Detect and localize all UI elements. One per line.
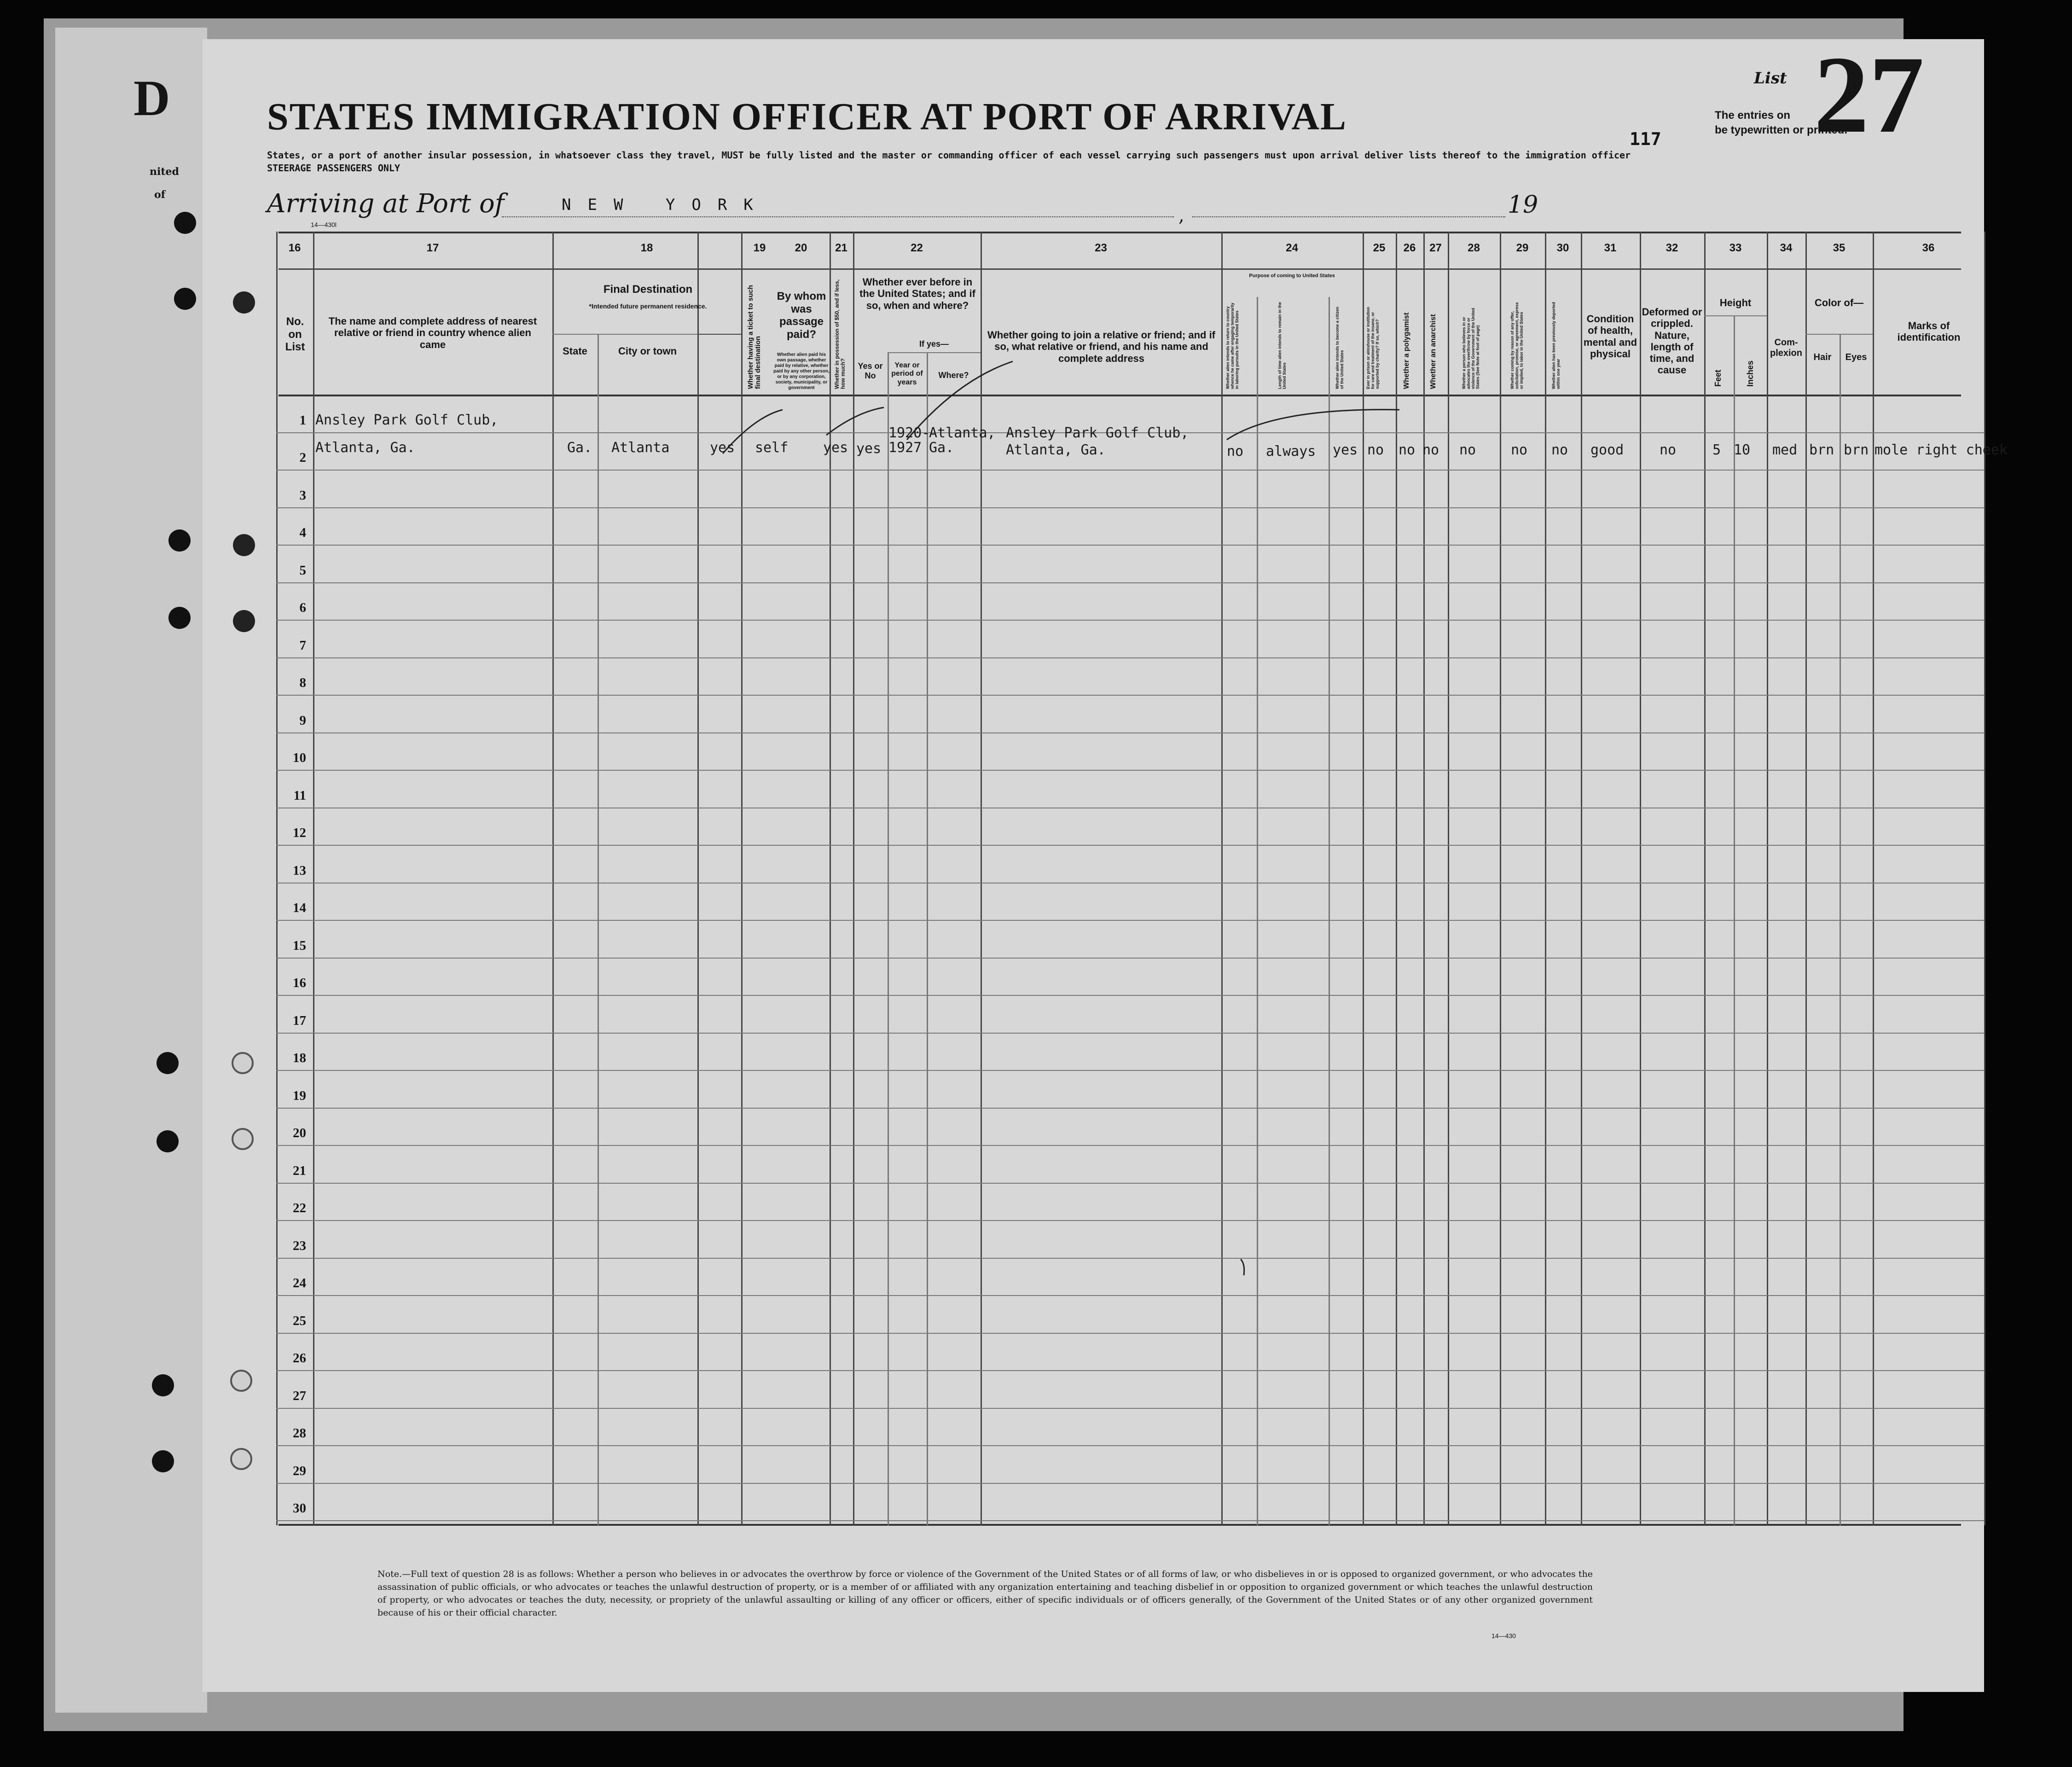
entry-deformed: no	[1660, 442, 1677, 458]
header-q30: Whether alien has been previously deported within one year	[1551, 302, 1561, 389]
column-number: 31	[1604, 242, 1617, 254]
header-ever-before: Whether ever before in the United States; and if so, when and where?	[859, 276, 975, 311]
header-eyes: Eyes	[1845, 352, 1867, 362]
header-inches: Inches	[1746, 360, 1755, 387]
footer-code: 14—430	[1492, 1632, 1516, 1639]
header-by-whom: By whom was passage paid?	[777, 290, 826, 341]
header-q28: Whether a person who believes in or advocates the overthrow by force or violence of the Government of the United States (See Note at foot of page)	[1462, 308, 1480, 389]
note-line: be typewritten or printed.	[1715, 124, 1848, 136]
previous-page-strip	[55, 28, 207, 1713]
column-number: 29	[1516, 242, 1529, 254]
header-year-period: Year or period of years	[891, 361, 923, 386]
binder-hole	[152, 1450, 174, 1472]
left-edge-fragment: of	[154, 189, 166, 201]
form-code: 14—430l	[311, 221, 337, 228]
column-number: 19	[753, 242, 766, 254]
row-number: 12	[293, 825, 306, 840]
column-number: 35	[1833, 242, 1846, 254]
manifest-sheet	[203, 33, 2008, 1692]
row-number: 10	[293, 750, 306, 765]
header-marks: Marks of identification	[1897, 320, 1961, 343]
left-edge-letter: D	[133, 70, 170, 126]
header-by-whom-note: Whether alien paid his own passage, whether paid by relative, whether paid by any other person, or by any corporation, society, municipality, or government	[773, 352, 830, 390]
row-number: 16	[293, 976, 306, 990]
row-number: 21	[293, 1163, 306, 1178]
row-number: 11	[293, 788, 306, 803]
binder-hole	[152, 1374, 174, 1396]
row-number: 29	[293, 1463, 306, 1478]
subtitle-text: States, or a port of another insular possession, in whatsoever class they travel, MUST be fully listed and the master or commanding officer of each vessel carrying such passengers must upon arrival deliver lists thereof to the immigration officer	[267, 150, 1631, 161]
header-height: Height	[1719, 297, 1752, 308]
entry-length-of-stay: always	[1266, 443, 1316, 459]
header-purpose: Purpose of coming to United States	[1249, 273, 1335, 279]
left-edge-fragment: nited	[150, 166, 179, 178]
pen-marks	[203, 33, 1984, 1692]
entry-state: Ga.	[567, 440, 592, 456]
comma: ,	[1178, 205, 1184, 226]
header-color-of: Color of—	[1814, 297, 1864, 308]
header-polygamist: Whether a polygamist	[1403, 312, 1410, 389]
entry-relative-line2: Atlanta, Ga.	[315, 440, 415, 456]
row-number: 9	[299, 713, 306, 728]
column-number: 16	[288, 242, 301, 254]
entry-where-line2: Ga.	[929, 440, 954, 456]
header-joining: Whether going to join a relative or friend; and if so, what relative or friend, and his name and complete address	[987, 329, 1216, 364]
row-number: 30	[293, 1501, 306, 1516]
header-purpose-b: Length of time alien intends to remain in the United States	[1277, 302, 1287, 389]
column-number: 30	[1556, 242, 1569, 254]
row-number: 17	[293, 1013, 306, 1028]
header-no-on-list: No. on List	[285, 315, 305, 354]
column-number: 24	[1286, 242, 1298, 254]
row-number: 18	[293, 1051, 306, 1065]
header-anarchist: Whether an anarchist	[1429, 314, 1437, 389]
entry-relative-line1: Ansley Park Golf Club,	[315, 412, 499, 428]
entry-has-50: yes	[823, 440, 848, 456]
header-final-destination-note: *Intended future permanent residence.	[589, 302, 707, 310]
row-number: 3	[299, 488, 306, 503]
entry-where-line1: Atlanta,	[929, 425, 996, 441]
column-number: 27	[1429, 242, 1442, 254]
entry-city: Atlanta	[611, 440, 670, 456]
list-number: 27	[1814, 33, 1924, 156]
entry-q28: no	[1459, 442, 1476, 458]
note-line: The entries on	[1715, 109, 1791, 122]
header-deformed: Deformed or crippled. Nature, length of time, and cause	[1642, 306, 1702, 376]
binder-hole	[168, 607, 191, 629]
entry-year-line1: 1920-	[888, 425, 930, 441]
column-number: 25	[1373, 242, 1386, 254]
entry-polygamist: no	[1399, 442, 1416, 458]
col-line	[1984, 232, 1985, 1525]
binder-hole	[174, 212, 196, 234]
column-number: 17	[426, 242, 439, 254]
header-if-yes: If yes—	[919, 339, 949, 349]
entry-hair: brn	[1809, 442, 1834, 458]
header-yes-or-no: Yes or No	[858, 361, 883, 380]
header-feet: Feet	[1713, 369, 1723, 387]
row-number: 7	[299, 638, 306, 653]
entry-inches: 10	[1734, 442, 1751, 458]
binder-hole	[168, 529, 191, 552]
row-number: 4	[299, 525, 306, 540]
header-where: Where?	[938, 371, 969, 380]
entry-feet: 5	[1712, 442, 1721, 458]
row-number: 28	[293, 1426, 306, 1441]
header-city: City or town	[618, 345, 677, 357]
row-number: 25	[293, 1313, 306, 1328]
entry-eyes: brn	[1844, 442, 1869, 458]
row-number: 8	[299, 675, 306, 690]
year-prefix: 19	[1508, 191, 1538, 219]
row-number: 2	[299, 450, 306, 465]
header-final-destination: Final Destination	[603, 283, 693, 296]
stamp-117: 117	[1630, 129, 1661, 149]
row-number: 15	[293, 938, 306, 953]
entry-return-intent: no	[1227, 443, 1244, 459]
row-number: 5	[299, 563, 306, 578]
header-hair: Hair	[1813, 352, 1832, 362]
column-number: 34	[1780, 242, 1793, 254]
header-health: Condition of health, mental and physical	[1583, 313, 1637, 360]
entry-prison: no	[1367, 442, 1384, 458]
row-number: 27	[293, 1388, 306, 1403]
header-ticket: Whether having a ticket to such final destination	[747, 285, 762, 389]
row-number: 20	[293, 1126, 306, 1140]
entry-health: good	[1590, 442, 1624, 458]
header-purpose-c: Whether alien intends to become a citizen of the United States	[1335, 306, 1344, 389]
steerage-label: STEERAGE PASSENGERS ONLY	[267, 163, 400, 174]
row-number: 1	[299, 413, 306, 428]
entry-joining-line1: Ansley Park Golf Club,	[1006, 425, 1189, 441]
column-number: 26	[1403, 242, 1416, 254]
entry-become-citizen: yes	[1333, 442, 1358, 458]
header-prison: Ever in prison or almshouse or institution for care and treatment of the insane, or supported by charity? If so, which?	[1366, 307, 1380, 389]
column-number: 36	[1922, 242, 1935, 254]
entry-marks: mole right cheek	[1875, 442, 2008, 458]
header-complexion: Com- plexion	[1770, 337, 1802, 358]
column-number: 33	[1729, 242, 1742, 254]
entry-q30: no	[1551, 442, 1568, 458]
column-number: 32	[1666, 242, 1678, 254]
port-label: Arriving at Port of	[267, 189, 505, 219]
header-q29: Whether coming by reason of any offer, solicitation, promise, or agreement, express or implied, to labor in the United States	[1510, 302, 1524, 389]
row-number: 23	[293, 1238, 306, 1253]
entry-year-line2: 1927	[888, 440, 922, 456]
row-number: 22	[293, 1201, 306, 1215]
page-title: STATES IMMIGRATION OFFICER AT PORT OF ARRIVAL	[267, 95, 1347, 138]
column-number: 23	[1095, 242, 1107, 254]
row-number: 6	[299, 600, 306, 615]
column-number: 22	[911, 242, 923, 254]
list-label: List	[1754, 69, 1787, 87]
binder-hole	[157, 1052, 179, 1074]
row-number: 19	[293, 1088, 306, 1103]
footer-note: Note.—Full text of question 28 is as follows: Whether a person who believes in or advocates the overthrow by force or violence of the Government of the United States or of all forms of law, or who disbelieves in or is opposed to organized government, or who advocates the assassination of public officials, or who advocates or teaches the unlawful destruction of property, or is a member of or affiliated with any organization entertaining and teaching disbelief in or opposition to organized government or which teaches the unlawful destruction of property, or who advocates or teaches the duty, necessity, or propriety of the unlawful assaulting or killing of any officer or officers, either of specific individuals or of officers generally, of the Government of the United States or of any other organized government because of his or their official character.	[377, 1569, 1593, 1618]
entry-ticket: yes	[710, 440, 735, 456]
row-number: 13	[293, 863, 306, 878]
port-value: NEW YORK	[562, 196, 770, 214]
column-number: 20	[795, 242, 807, 254]
row-number: 26	[293, 1351, 306, 1366]
header-state: State	[563, 345, 587, 357]
column-number: 28	[1468, 242, 1480, 254]
entry-anarchist: no	[1422, 442, 1439, 458]
entry-passage-paid-by: self	[755, 440, 789, 456]
binder-hole	[174, 288, 196, 310]
entry-complexion: med	[1772, 442, 1798, 458]
entry-joining-line2: Atlanta, Ga.	[1006, 442, 1106, 458]
column-number: 18	[640, 242, 653, 254]
header-relative: The name and complete address of nearest relative or friend in country whence alien came	[328, 315, 537, 350]
column-number: 21	[835, 242, 847, 254]
entry-q29: no	[1511, 442, 1528, 458]
binder-hole	[157, 1130, 179, 1152]
header-possession-50: Whether in possession of $50, and if less, how much?	[834, 279, 846, 389]
header-purpose-a: Whether alien intends to return to country whence he came after engaging temporarily in laboring pursuits in the United States	[1225, 302, 1239, 389]
row-number: 24	[293, 1276, 306, 1290]
row-number: 14	[293, 901, 306, 915]
entry-ever-before: yes	[856, 441, 882, 457]
